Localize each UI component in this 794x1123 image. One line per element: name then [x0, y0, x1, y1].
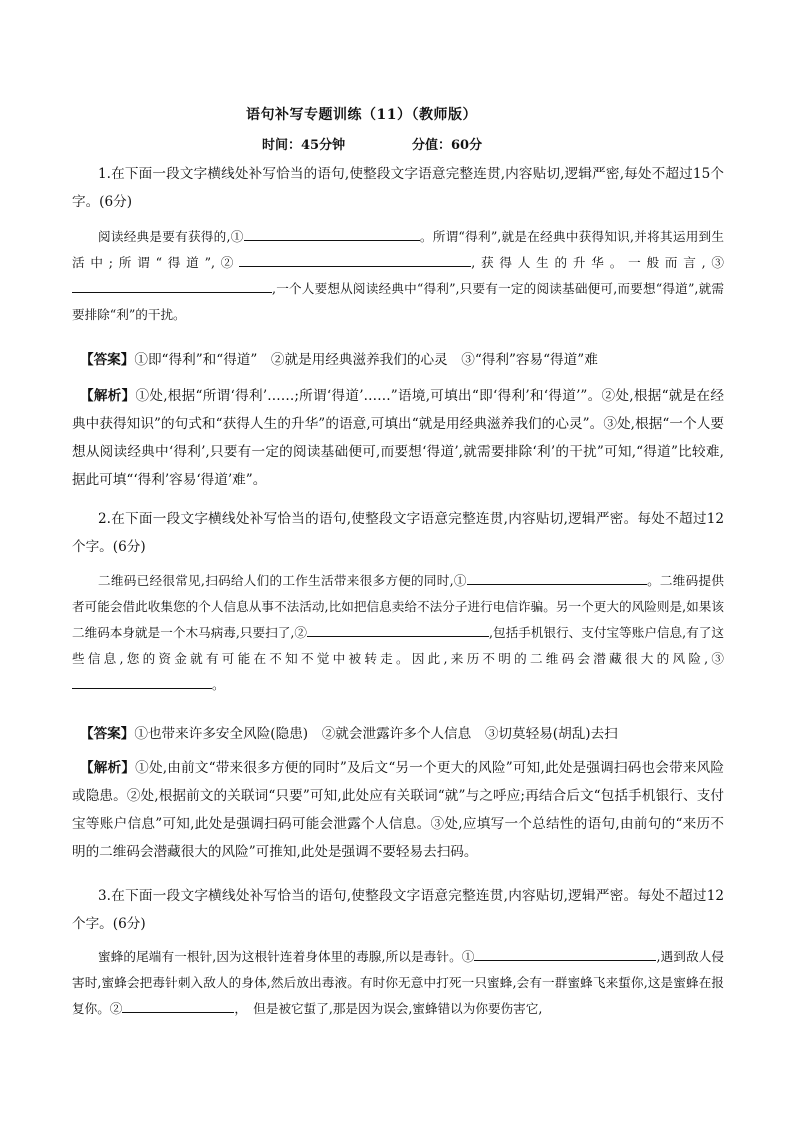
question-1-answer — [72, 346, 724, 374]
answer-blank-2[interactable] — [239, 252, 471, 267]
answer-blank-3[interactable] — [72, 674, 212, 689]
answer-tag: 【答案】 — [80, 352, 135, 368]
question-2-passage — [72, 568, 724, 698]
total-score: 分值：60分 — [412, 138, 483, 153]
question-2-analysis — [72, 754, 724, 866]
answer-blank-1[interactable] — [244, 226, 420, 241]
passage-text: 。二维码提供者可能会借此收集您的个人信息从事不法活动,比如把信息卖给不法分子进行电信诈骗。另一个更大的风险则是,如果该二维码本身就是一个木马病毒,只要扫了,② — [72, 573, 724, 640]
passage-text: 。 — [212, 677, 225, 692]
document-title: 语句补写专题训练（11）（教师版） — [246, 107, 477, 123]
analysis-text: ①处,根据“所谓‘得利’……;所谓‘得道’……”语境,可填出“即‘得利’和‘得道’”。②处,根据“就是在经典中获得知识”的句式和“获得人生的升华”的语意,可填出“就是用经典滋养我们的心灵”。③处,根据“一个人要想从阅读经典中‘得利’,只要有一定的阅读基础便可,而要想‘得道’,就需要排除‘利’的干扰”可知,“得道”比较难,据此可填“‘得利’容易‘得道’难”。 — [72, 388, 724, 488]
answer-blank-2[interactable] — [122, 998, 234, 1013]
answer-blank-1[interactable] — [467, 570, 647, 585]
question-1-analysis — [72, 382, 724, 494]
question-2-answer — [72, 720, 724, 748]
passage-text: 。所谓“得利”,就是在经典中获得知识,并将其运用到生活中;所谓“得道”,② — [72, 229, 724, 270]
answer-blank-1[interactable] — [474, 946, 656, 961]
analysis-tag: 【解析】 — [80, 760, 136, 776]
passage-text: ,遇到敌人侵害时,蜜蜂会把毒针刺入敌人的身体,然后放出毒液。有时你无意中打死一只蜜蜂,会有一群蜜蜂飞来蜇你,这是蜜蜂在报复你。② — [72, 949, 724, 1016]
passage-text: 二维码已经很常见,扫码给人们的工作生活带来很多方便的同时,① — [98, 573, 467, 588]
answer-blank-3[interactable] — [72, 278, 272, 293]
question-1-prompt: 1.在下面一段文字横线处补写恰当的语句,使整段文字语意完整连贯,内容贴切,逻辑严密,每处不超过15个字。(6分) — [72, 166, 724, 210]
passage-text: 阅读经典是要有获得的,① — [98, 229, 244, 244]
question-1-passage — [72, 224, 724, 328]
answer-tag: 【答案】 — [80, 726, 135, 742]
answer-text: ①也带来许多安全风险(隐患) ②就会泄露许多个人信息 ③切莫轻易(胡乱)去扫 — [134, 726, 618, 742]
question-3-prompt: 3.在下面一段文字横线处补写恰当的语句,使整段文字语意完整连贯,内容贴切,逻辑严密。每处不超过12个字。(6分) — [72, 888, 724, 932]
passage-text: ,获得人生的升华。一般而言,③ — [471, 255, 725, 270]
question-2-prompt: 2.在下面一段文字横线处补写恰当的语句,使整段文字语意完整连贯,内容贴切,逻辑严密。每处不超过12个字。(6分) — [72, 511, 724, 555]
time-limit: 时间：45分钟 — [262, 138, 346, 153]
passage-text: ,包括手机银行、支付宝等账户信息,有了这些信息,您的资金就有可能在不知不觉中被转走。因此,来历不明的二维码会潜藏很大的风险,③ — [72, 625, 724, 666]
passage-text: 蜜蜂的尾端有一根针,因为这根针连着身体里的毒腺,所以是毒针。① — [98, 949, 475, 964]
analysis-text: ①处,由前文“带来很多方便的同时”及后文“另一个更大的风险”可知,此处是强调扫码也会带来风险或隐患。②处,根据前文的关联词“只要”可知,此处应有关联词“就”与之呼应;再结合后文“包括手机银行、支付宝等账户信息”可知,此处是强调扫码可能会泄露个人信息。③处,应填写一个总结性的语句,由前句的“来历不明的二维码会潜藏很大的风险”可推知,此处是强调不要轻易去扫码。 — [72, 760, 725, 860]
answer-text: ①即“得利”和“得道” ②就是用经典滋养我们的心灵 ③“得利”容易“得道”难 — [134, 352, 598, 368]
passage-text: ,一个人要想从阅读经典中“得利”,只要有一定的阅读基础便可,而要想“得道”,就需要排除“利”的干扰。 — [72, 281, 724, 322]
question-3-passage — [72, 944, 724, 1022]
answer-blank-2[interactable] — [307, 622, 489, 637]
passage-text: ， 但是被它蜇了,那是因为误会,蜜蜂错以为你要伤害它, — [234, 1001, 543, 1016]
analysis-tag: 【解析】 — [80, 388, 136, 404]
